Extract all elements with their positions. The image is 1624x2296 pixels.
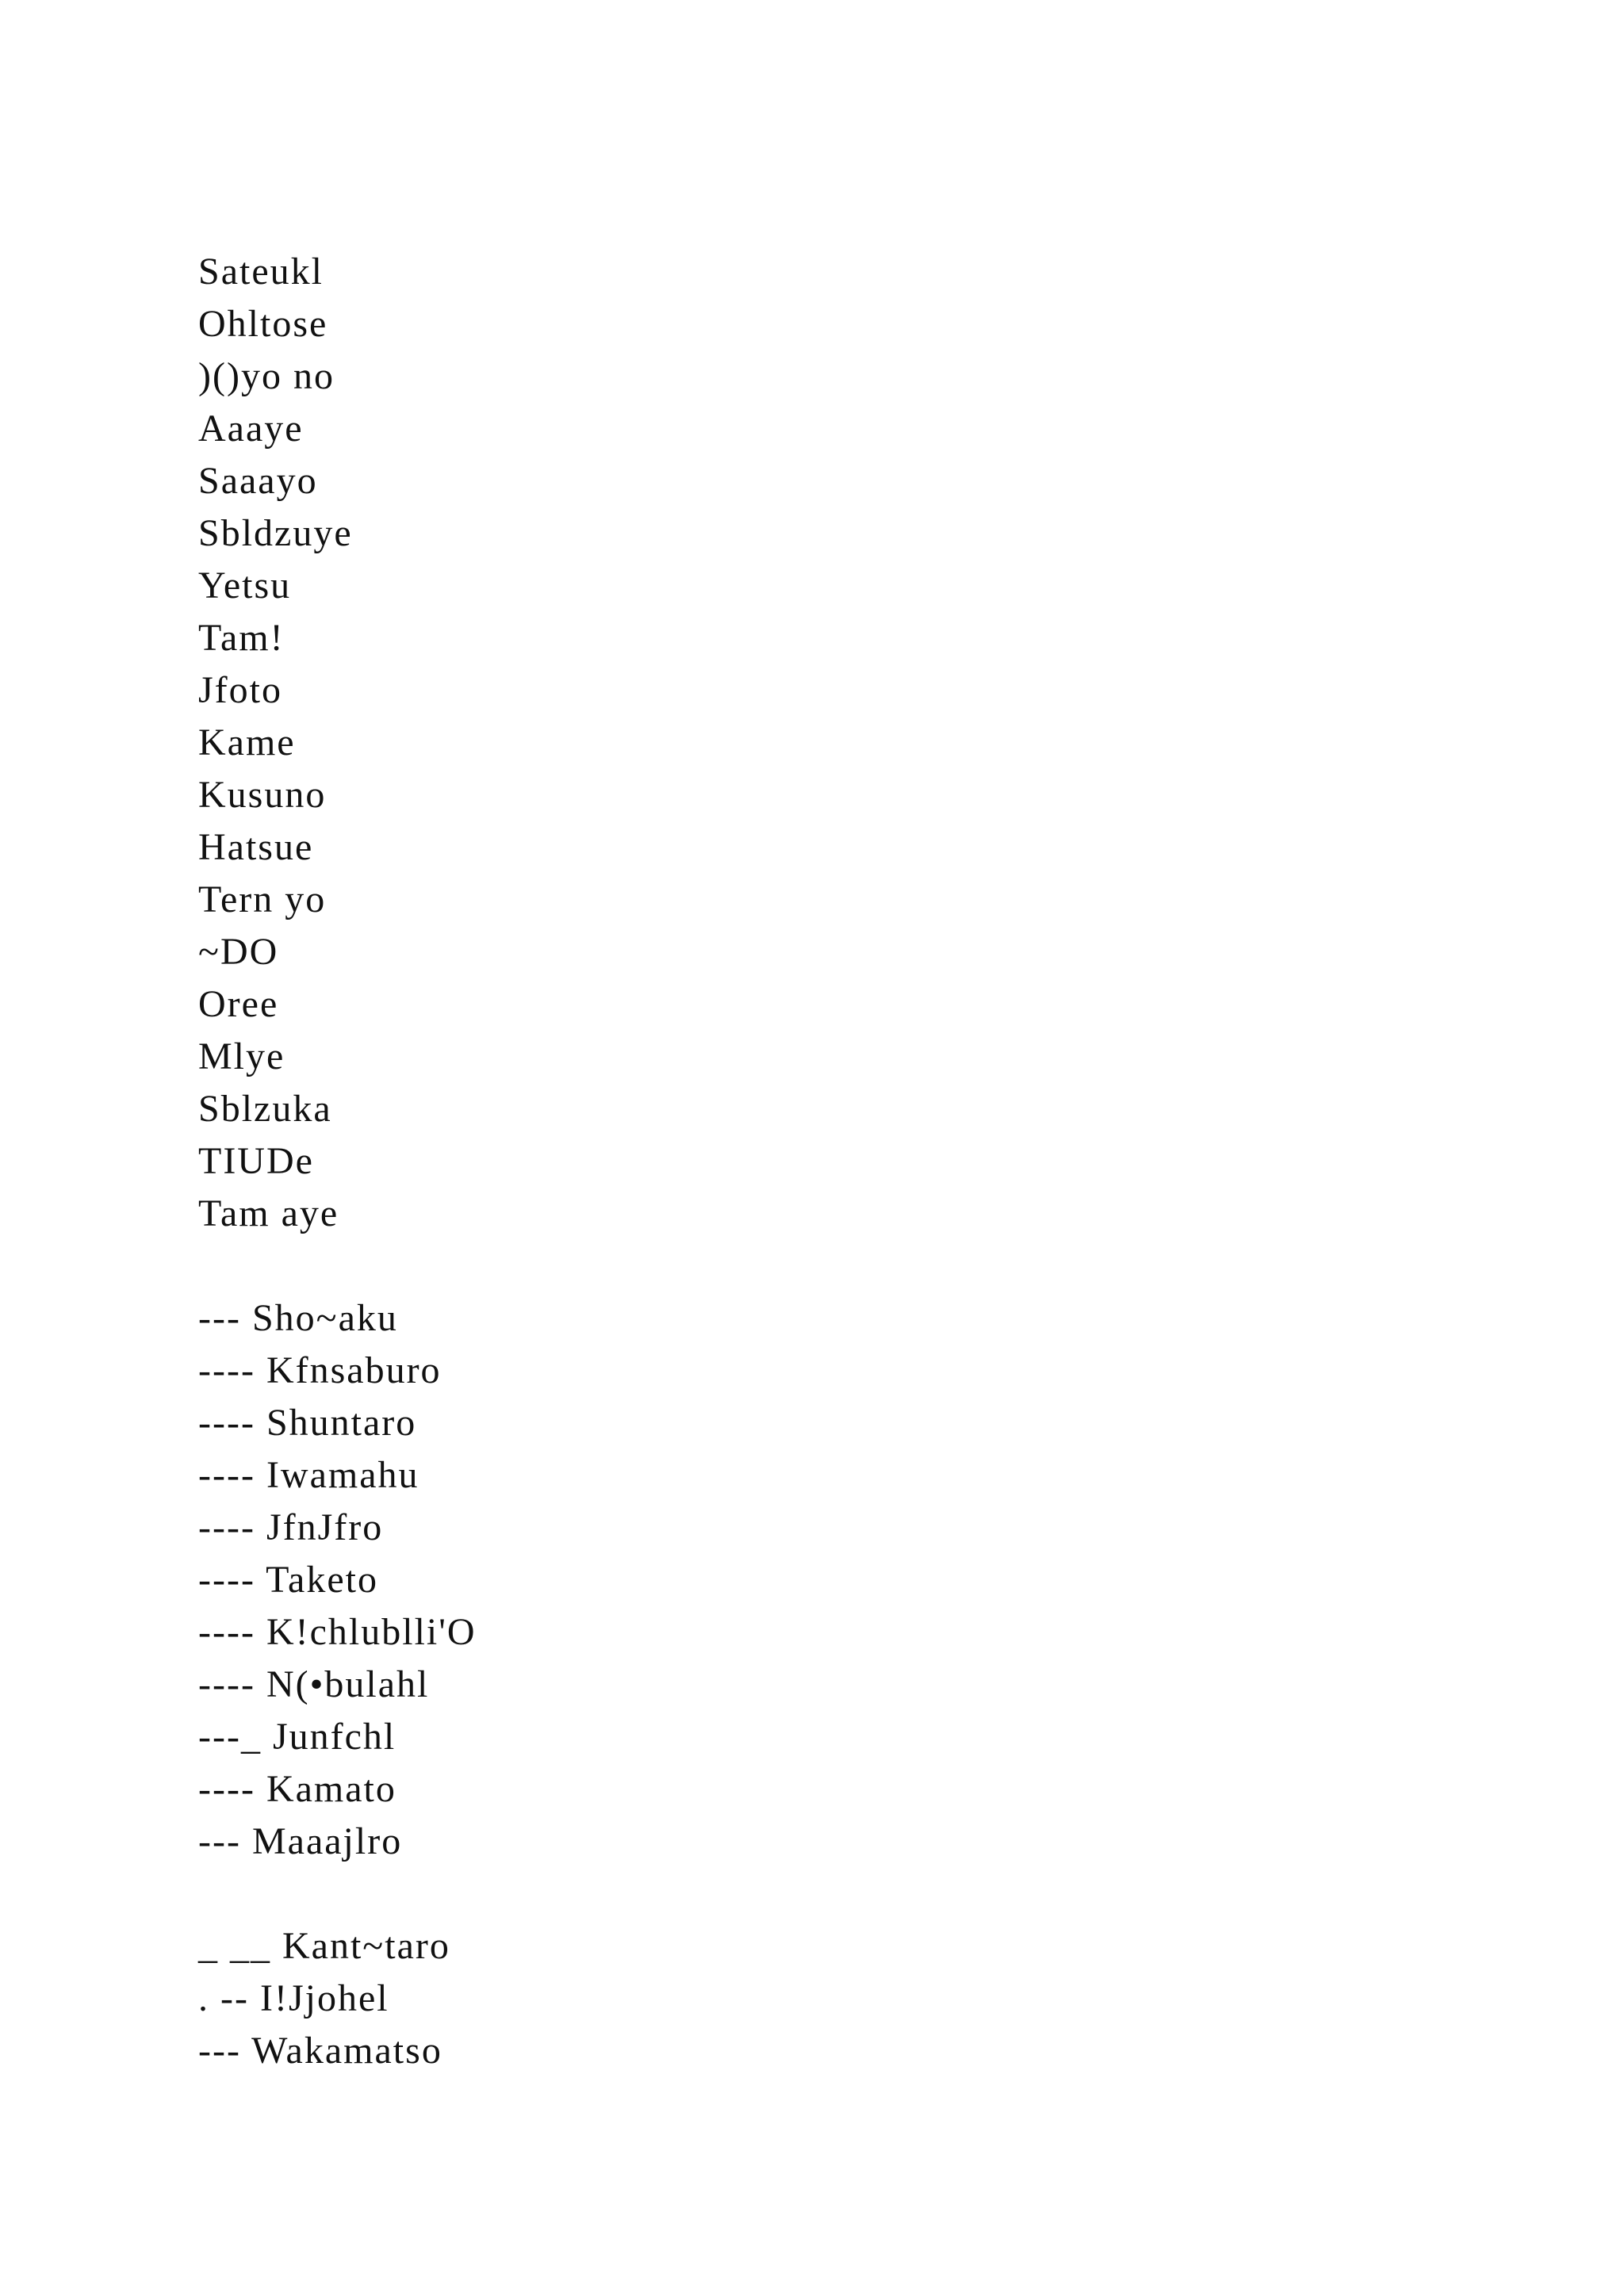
text-line: . -- I!Jjohel <box>198 1977 389 2019</box>
text-line: ---- Taketo <box>198 1559 378 1601</box>
text-line: ---- JfnJfro <box>198 1506 384 1548</box>
text-line: ~DO <box>198 931 279 973</box>
text-line: ---- Shuntaro <box>198 1402 417 1444</box>
text-line: --- Sho~aku <box>198 1297 398 1339</box>
text-line: ---- N(•bulahl <box>198 1663 430 1705</box>
text-line: Mlye <box>198 1035 285 1077</box>
text-line: Yetsu <box>198 564 292 607</box>
blank-line <box>198 1240 1388 1292</box>
text-line: ---- Kfnsaburo <box>198 1349 442 1391</box>
text-line: Aaaye <box>198 408 304 450</box>
text-line: Saaayo <box>198 460 318 502</box>
blank-line <box>198 1868 1388 1920</box>
text-line: ---- K!chlublli'O <box>198 1611 477 1653</box>
text-line: --- Wakamatso <box>198 2030 442 2072</box>
text-line: Kusuno <box>198 774 327 816</box>
text-line: Sateukl <box>198 251 324 293</box>
name-list <box>198 246 1388 2077</box>
text-line: ---- Iwamahu <box>198 1454 419 1496</box>
text-line: Tern yo <box>198 878 327 920</box>
text-line: TIUDe <box>198 1140 314 1182</box>
text-line: Tam! <box>198 617 285 659</box>
text-line: ---_ Junfchl <box>198 1716 396 1758</box>
text-line: _ __ Kant~taro <box>198 1925 450 1967</box>
text-line: Sblzuka <box>198 1088 332 1130</box>
text-line: Jfoto <box>198 669 282 711</box>
text-line: Kame <box>198 721 296 763</box>
text-line: Oree <box>198 983 279 1025</box>
text-line: Sbldzuye <box>198 512 353 554</box>
text-line: --- Maaajlro <box>198 1820 403 1862</box>
text-line: ---- Kamato <box>198 1768 396 1810</box>
text-line: )()yo no <box>198 355 335 397</box>
text-line: Hatsue <box>198 826 314 868</box>
text-line: Ohltose <box>198 303 328 345</box>
text-line: Tam aye <box>198 1192 339 1234</box>
